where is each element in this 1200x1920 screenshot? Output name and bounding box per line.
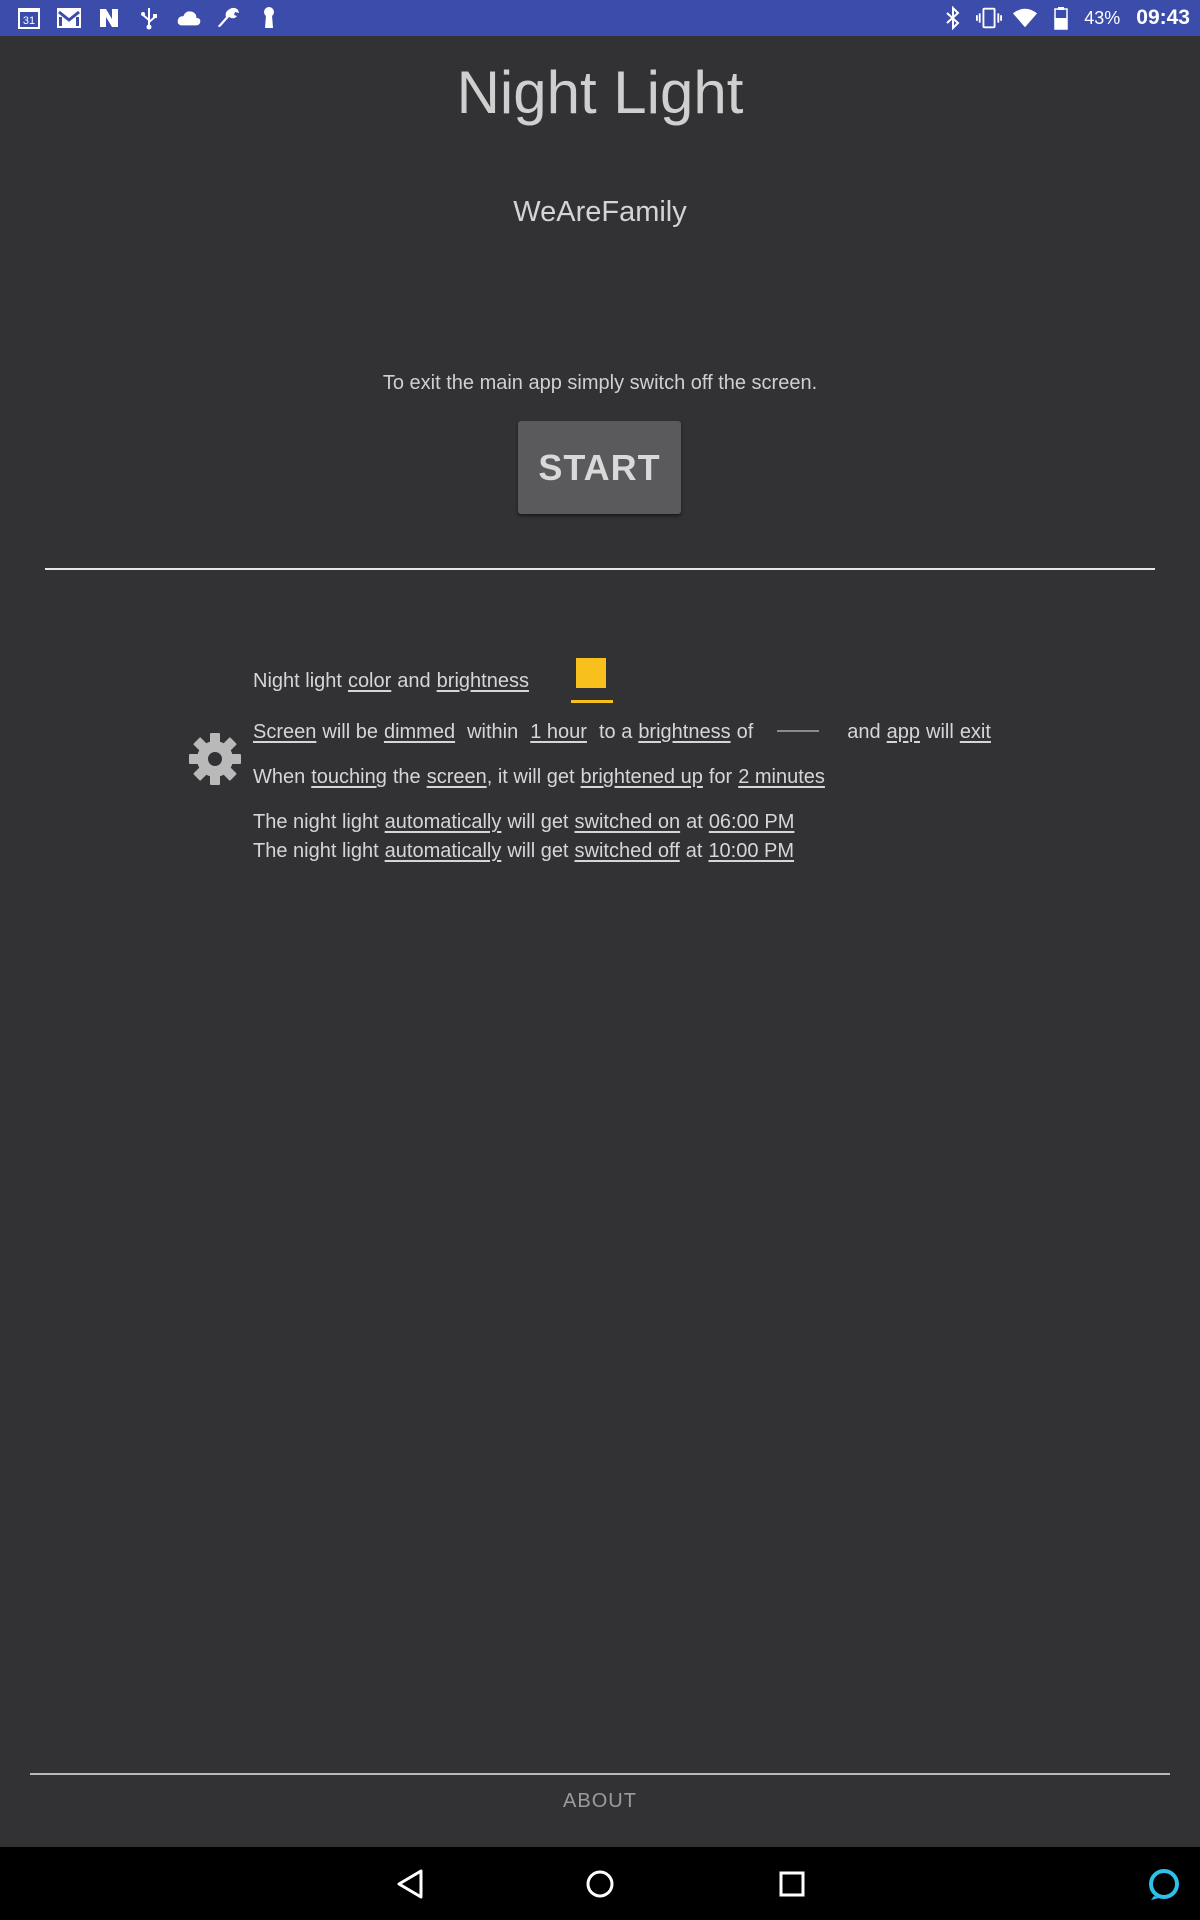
brightness-link[interactable]: brightness [436, 670, 529, 692]
n-icon [96, 5, 122, 31]
cloud-icon [176, 5, 202, 31]
about-button[interactable]: ABOUT [563, 1790, 637, 1812]
exit-link[interactable]: exit [959, 721, 991, 743]
brightness-level-indicator[interactable] [777, 730, 819, 732]
wifi-icon [1012, 5, 1038, 31]
text: of [736, 721, 754, 743]
usb-icon [136, 5, 162, 31]
screen-touch-link[interactable]: screen [426, 766, 487, 788]
clock: 09:43 [1136, 6, 1190, 29]
text: will [926, 721, 954, 743]
touching-link[interactable]: touching [311, 766, 387, 788]
divider [45, 568, 1155, 570]
calendar-day: 31 [22, 15, 36, 27]
color-line [253, 670, 529, 693]
app-link[interactable]: app [886, 721, 921, 743]
start-button[interactable]: START [518, 421, 681, 514]
text: When [253, 766, 306, 788]
on-time-link[interactable]: 06:00 PM [708, 811, 795, 833]
text: within [467, 721, 519, 743]
status-bar [0, 0, 1200, 36]
dim-line [253, 721, 991, 744]
color-swatch-fill [576, 658, 606, 688]
bluetooth-icon [940, 5, 966, 31]
battery-icon [1048, 5, 1074, 31]
auto-off-link[interactable]: automatically [384, 840, 502, 862]
app-title: Night Light [456, 59, 744, 126]
off-time-link[interactable]: 10:00 PM [708, 840, 795, 862]
navigation-bar [0, 1847, 1200, 1920]
text: and [397, 670, 431, 692]
text: will get [507, 811, 569, 833]
auto-on-link[interactable]: automatically [384, 811, 502, 833]
dimmed-link[interactable]: dimmed [383, 721, 456, 743]
brightened-link[interactable]: brightened up [580, 766, 703, 788]
assistant-icon[interactable] [1145, 1865, 1183, 1903]
minutes-link[interactable]: 2 minutes [738, 766, 825, 788]
text: the [392, 766, 421, 788]
text: at [685, 840, 703, 862]
wrench-icon [216, 5, 242, 31]
switch-off-line [253, 840, 794, 863]
text: The night light [253, 811, 379, 833]
screen-link[interactable]: Screen [253, 721, 317, 743]
switched-on-link[interactable]: switched on [574, 811, 681, 833]
calendar-icon [16, 5, 42, 31]
text: and [847, 721, 881, 743]
battery-percent: 43% [1084, 7, 1121, 28]
touch-line [253, 766, 825, 789]
vibrate-icon [976, 5, 1002, 31]
switch-on-line [253, 811, 794, 834]
switched-off-link[interactable]: switched off [574, 840, 680, 862]
text: Night light [253, 670, 342, 692]
home-icon[interactable] [581, 1865, 619, 1903]
text: at [686, 811, 703, 833]
duration-link[interactable]: 1 hour [530, 721, 587, 743]
gmail-icon [56, 5, 82, 31]
color-link[interactable]: color [347, 670, 392, 692]
recents-icon[interactable] [773, 1865, 811, 1903]
text: to a [598, 721, 633, 743]
color-swatch-underline [571, 700, 613, 703]
footer-divider [30, 1773, 1170, 1775]
exit-hint: To exit the main app simply switch off the screen. [382, 372, 818, 394]
brightness-level-link[interactable]: brightness [638, 721, 731, 743]
text: The night light [253, 840, 379, 862]
text: will be [322, 721, 378, 743]
text: for [708, 766, 733, 788]
text: , it will get [486, 766, 575, 788]
keyhole-icon [256, 5, 282, 31]
color-swatch[interactable] [571, 656, 613, 704]
settings-gear-icon[interactable] [188, 732, 242, 786]
back-icon[interactable] [391, 1865, 429, 1903]
family-name[interactable]: WeAreFamily [513, 196, 687, 228]
text: will get [507, 840, 569, 862]
